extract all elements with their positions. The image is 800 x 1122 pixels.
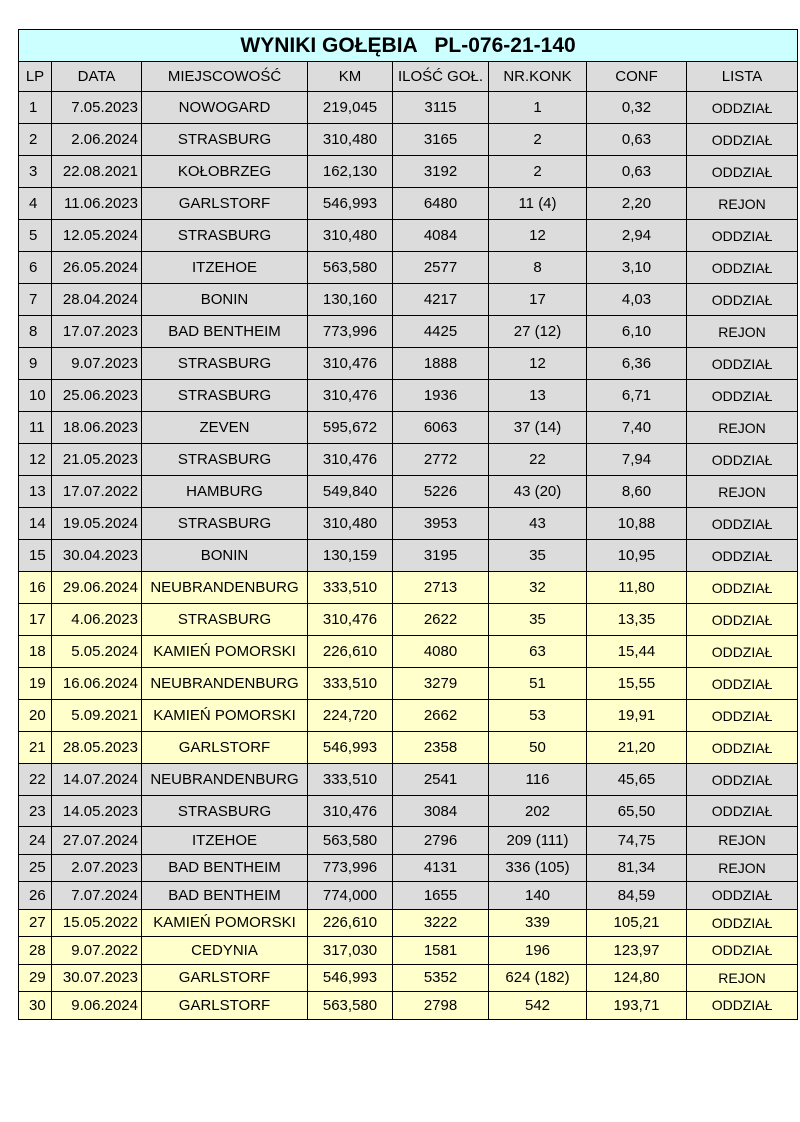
cell-coefficient: 8,60: [587, 476, 687, 508]
table-row: [19, 827, 798, 855]
table-row: [19, 508, 798, 540]
cell-lp: 26: [19, 882, 52, 910]
cell-lp: 8: [19, 316, 52, 348]
cell-date: 14.07.2024: [52, 764, 142, 796]
cell-position: 339: [489, 909, 587, 937]
cell-date: 12.05.2024: [52, 220, 142, 252]
cell-km: 773,996: [308, 854, 393, 882]
cell-km: 563,580: [308, 827, 393, 855]
cell-position: 336 (105): [489, 854, 587, 882]
cell-km: 333,510: [308, 764, 393, 796]
cell-position: 116: [489, 764, 587, 796]
cell-birds-count: 3279: [393, 668, 489, 700]
cell-location: NEUBRANDENBURG: [142, 572, 308, 604]
cell-coefficient: 65,50: [587, 796, 687, 827]
cell-location: NEUBRANDENBURG: [142, 668, 308, 700]
cell-birds-count: 5226: [393, 476, 489, 508]
cell-list: ODDZIAŁ: [687, 937, 798, 965]
cell-position: 2: [489, 124, 587, 156]
cell-position: 35: [489, 540, 587, 572]
cell-date: 11.06.2023: [52, 188, 142, 220]
cell-km: 333,510: [308, 668, 393, 700]
cell-coefficient: 2,94: [587, 220, 687, 252]
cell-km: 310,476: [308, 444, 393, 476]
cell-lp: 10: [19, 380, 52, 412]
cell-date: 26.05.2024: [52, 252, 142, 284]
cell-km: 774,000: [308, 882, 393, 910]
cell-birds-count: 2796: [393, 827, 489, 855]
cell-coefficient: 19,91: [587, 700, 687, 732]
cell-birds-count: 6063: [393, 412, 489, 444]
cell-lp: 17: [19, 604, 52, 636]
cell-location: BAD BENTHEIM: [142, 854, 308, 882]
cell-lp: 1: [19, 92, 52, 124]
cell-position: 624 (182): [489, 964, 587, 992]
cell-lp: 14: [19, 508, 52, 540]
cell-location: CEDYNIA: [142, 937, 308, 965]
cell-km: 226,610: [308, 636, 393, 668]
cell-position: 542: [489, 992, 587, 1020]
cell-coefficient: 74,75: [587, 827, 687, 855]
cell-birds-count: 6480: [393, 188, 489, 220]
cell-birds-count: 2358: [393, 732, 489, 764]
cell-list: ODDZIAŁ: [687, 636, 798, 668]
cell-birds-count: 4425: [393, 316, 489, 348]
column-header-ilosc: ILOŚĆ GOŁ.: [393, 62, 489, 92]
cell-lp: 9: [19, 348, 52, 380]
cell-location: STRASBURG: [142, 444, 308, 476]
table-row: [19, 796, 798, 827]
cell-coefficient: 4,03: [587, 284, 687, 316]
cell-lp: 25: [19, 854, 52, 882]
cell-lp: 24: [19, 827, 52, 855]
cell-km: 310,476: [308, 348, 393, 380]
cell-lp: 4: [19, 188, 52, 220]
cell-location: BONIN: [142, 284, 308, 316]
cell-km: 549,840: [308, 476, 393, 508]
cell-km: 130,159: [308, 540, 393, 572]
cell-km: 563,580: [308, 992, 393, 1020]
cell-birds-count: 3195: [393, 540, 489, 572]
cell-list: ODDZIAŁ: [687, 252, 798, 284]
cell-lp: 19: [19, 668, 52, 700]
cell-birds-count: 4131: [393, 854, 489, 882]
cell-birds-count: 1888: [393, 348, 489, 380]
cell-birds-count: 3222: [393, 909, 489, 937]
table-row: [19, 668, 798, 700]
cell-position: 1: [489, 92, 587, 124]
cell-birds-count: 3192: [393, 156, 489, 188]
cell-date: 30.04.2023: [52, 540, 142, 572]
cell-location: STRASBURG: [142, 604, 308, 636]
cell-km: 563,580: [308, 252, 393, 284]
cell-coefficient: 13,35: [587, 604, 687, 636]
cell-location: GARLSTORF: [142, 964, 308, 992]
cell-lp: 28: [19, 937, 52, 965]
cell-birds-count: 4217: [393, 284, 489, 316]
table-row: [19, 188, 798, 220]
cell-km: 546,993: [308, 964, 393, 992]
cell-coefficient: 124,80: [587, 964, 687, 992]
cell-coefficient: 123,97: [587, 937, 687, 965]
cell-date: 25.06.2023: [52, 380, 142, 412]
cell-km: 219,045: [308, 92, 393, 124]
cell-lp: 15: [19, 540, 52, 572]
table-row: [19, 220, 798, 252]
cell-km: 310,476: [308, 380, 393, 412]
cell-list: ODDZIAŁ: [687, 909, 798, 937]
cell-location: HAMBURG: [142, 476, 308, 508]
cell-date: 18.06.2023: [52, 412, 142, 444]
cell-list: ODDZIAŁ: [687, 796, 798, 827]
column-header-lp: LP: [19, 62, 52, 92]
cell-birds-count: 3115: [393, 92, 489, 124]
cell-list: ODDZIAŁ: [687, 508, 798, 540]
cell-list: ODDZIAŁ: [687, 882, 798, 910]
cell-list: ODDZIAŁ: [687, 992, 798, 1020]
cell-lp: 18: [19, 636, 52, 668]
cell-lp: 30: [19, 992, 52, 1020]
column-header-miejscowosc: MIEJSCOWOŚĆ: [142, 62, 308, 92]
table-row: [19, 882, 798, 910]
cell-list: ODDZIAŁ: [687, 540, 798, 572]
cell-list: REJON: [687, 827, 798, 855]
cell-position: 50: [489, 732, 587, 764]
cell-list: ODDZIAŁ: [687, 124, 798, 156]
cell-position: 51: [489, 668, 587, 700]
cell-position: 13: [489, 380, 587, 412]
cell-birds-count: 3165: [393, 124, 489, 156]
cell-list: ODDZIAŁ: [687, 604, 798, 636]
cell-list: REJON: [687, 412, 798, 444]
cell-km: 310,480: [308, 220, 393, 252]
table-row: [19, 732, 798, 764]
cell-list: REJON: [687, 476, 798, 508]
cell-list: REJON: [687, 854, 798, 882]
cell-lp: 12: [19, 444, 52, 476]
table-title: WYNIKI GOŁĘBIA PL-076-21-140: [19, 30, 798, 62]
cell-location: BAD BENTHEIM: [142, 316, 308, 348]
cell-date: 27.07.2024: [52, 827, 142, 855]
cell-birds-count: 2772: [393, 444, 489, 476]
cell-km: 310,476: [308, 796, 393, 827]
cell-km: 333,510: [308, 572, 393, 604]
cell-location: GARLSTORF: [142, 992, 308, 1020]
cell-lp: 2: [19, 124, 52, 156]
cell-coefficient: 15,44: [587, 636, 687, 668]
cell-list: ODDZIAŁ: [687, 668, 798, 700]
cell-date: 21.05.2023: [52, 444, 142, 476]
cell-location: KAMIEŃ POMORSKI: [142, 700, 308, 732]
cell-location: STRASBURG: [142, 796, 308, 827]
cell-coefficient: 6,36: [587, 348, 687, 380]
cell-birds-count: 5352: [393, 964, 489, 992]
cell-coefficient: 0,32: [587, 92, 687, 124]
cell-position: 43 (20): [489, 476, 587, 508]
column-header-nr-konk: NR.KONK: [489, 62, 587, 92]
cell-km: 310,476: [308, 604, 393, 636]
cell-date: 14.05.2023: [52, 796, 142, 827]
cell-coefficient: 15,55: [587, 668, 687, 700]
cell-location: NOWOGARD: [142, 92, 308, 124]
cell-km: 773,996: [308, 316, 393, 348]
results-table: [18, 29, 798, 1020]
table-row: [19, 380, 798, 412]
cell-birds-count: 1936: [393, 380, 489, 412]
cell-birds-count: 1581: [393, 937, 489, 965]
cell-km: 546,993: [308, 732, 393, 764]
cell-position: 12: [489, 220, 587, 252]
cell-position: 12: [489, 348, 587, 380]
column-header-lista: LISTA: [687, 62, 798, 92]
table-row: [19, 700, 798, 732]
cell-location: GARLSTORF: [142, 188, 308, 220]
cell-list: ODDZIAŁ: [687, 220, 798, 252]
cell-coefficient: 2,20: [587, 188, 687, 220]
table-row: [19, 992, 798, 1020]
cell-lp: 6: [19, 252, 52, 284]
table-row: [19, 316, 798, 348]
cell-location: ITZEHOE: [142, 827, 308, 855]
cell-coefficient: 0,63: [587, 156, 687, 188]
cell-date: 9.07.2022: [52, 937, 142, 965]
cell-location: STRASBURG: [142, 508, 308, 540]
cell-lp: 29: [19, 964, 52, 992]
cell-lp: 11: [19, 412, 52, 444]
cell-position: 196: [489, 937, 587, 965]
cell-position: 2: [489, 156, 587, 188]
cell-coefficient: 81,34: [587, 854, 687, 882]
cell-km: 224,720: [308, 700, 393, 732]
cell-coefficient: 6,10: [587, 316, 687, 348]
table-row: [19, 909, 798, 937]
cell-position: 63: [489, 636, 587, 668]
cell-date: 28.04.2024: [52, 284, 142, 316]
cell-position: 35: [489, 604, 587, 636]
cell-birds-count: 1655: [393, 882, 489, 910]
cell-date: 30.07.2023: [52, 964, 142, 992]
cell-list: REJON: [687, 964, 798, 992]
cell-location: STRASBURG: [142, 124, 308, 156]
table-row: [19, 572, 798, 604]
cell-coefficient: 11,80: [587, 572, 687, 604]
cell-list: REJON: [687, 188, 798, 220]
cell-coefficient: 7,94: [587, 444, 687, 476]
cell-lp: 27: [19, 909, 52, 937]
cell-coefficient: 21,20: [587, 732, 687, 764]
cell-date: 16.06.2024: [52, 668, 142, 700]
cell-lp: 16: [19, 572, 52, 604]
cell-position: 22: [489, 444, 587, 476]
cell-lp: 13: [19, 476, 52, 508]
cell-location: STRASBURG: [142, 380, 308, 412]
cell-lp: 23: [19, 796, 52, 827]
cell-list: ODDZIAŁ: [687, 700, 798, 732]
cell-date: 22.08.2021: [52, 156, 142, 188]
cell-location: BONIN: [142, 540, 308, 572]
cell-date: 9.06.2024: [52, 992, 142, 1020]
cell-date: 28.05.2023: [52, 732, 142, 764]
cell-birds-count: 3953: [393, 508, 489, 540]
cell-birds-count: 2798: [393, 992, 489, 1020]
cell-position: 8: [489, 252, 587, 284]
table-row: [19, 937, 798, 965]
cell-list: ODDZIAŁ: [687, 92, 798, 124]
cell-coefficient: 45,65: [587, 764, 687, 796]
cell-km: 546,993: [308, 188, 393, 220]
cell-date: 2.06.2024: [52, 124, 142, 156]
cell-lp: 7: [19, 284, 52, 316]
table-row: [19, 252, 798, 284]
cell-list: ODDZIAŁ: [687, 732, 798, 764]
table-row: [19, 412, 798, 444]
table-row: [19, 348, 798, 380]
cell-birds-count: 2713: [393, 572, 489, 604]
cell-position: 140: [489, 882, 587, 910]
cell-birds-count: 2662: [393, 700, 489, 732]
table-row: [19, 284, 798, 316]
table-row: [19, 92, 798, 124]
cell-list: ODDZIAŁ: [687, 764, 798, 796]
cell-coefficient: 10,88: [587, 508, 687, 540]
cell-lp: 20: [19, 700, 52, 732]
cell-list: ODDZIAŁ: [687, 380, 798, 412]
cell-coefficient: 6,71: [587, 380, 687, 412]
cell-coefficient: 0,63: [587, 124, 687, 156]
cell-location: BAD BENTHEIM: [142, 882, 308, 910]
cell-location: STRASBURG: [142, 348, 308, 380]
table-row: [19, 964, 798, 992]
cell-coefficient: 105,21: [587, 909, 687, 937]
cell-date: 9.07.2023: [52, 348, 142, 380]
column-header-conf: CONF: [587, 62, 687, 92]
cell-date: 19.05.2024: [52, 508, 142, 540]
cell-date: 5.09.2021: [52, 700, 142, 732]
cell-date: 7.05.2023: [52, 92, 142, 124]
cell-date: 17.07.2023: [52, 316, 142, 348]
cell-km: 310,480: [308, 124, 393, 156]
cell-position: 202: [489, 796, 587, 827]
cell-lp: 3: [19, 156, 52, 188]
cell-position: 43: [489, 508, 587, 540]
cell-list: REJON: [687, 316, 798, 348]
cell-km: 317,030: [308, 937, 393, 965]
cell-lp: 5: [19, 220, 52, 252]
cell-list: ODDZIAŁ: [687, 348, 798, 380]
cell-position: 53: [489, 700, 587, 732]
cell-location: GARLSTORF: [142, 732, 308, 764]
cell-position: 37 (14): [489, 412, 587, 444]
cell-location: KAMIEŃ POMORSKI: [142, 909, 308, 937]
cell-list: ODDZIAŁ: [687, 572, 798, 604]
cell-location: NEUBRANDENBURG: [142, 764, 308, 796]
cell-date: 4.06.2023: [52, 604, 142, 636]
cell-coefficient: 193,71: [587, 992, 687, 1020]
cell-date: 2.07.2023: [52, 854, 142, 882]
table-row: [19, 604, 798, 636]
table-row: [19, 764, 798, 796]
table-row: [19, 124, 798, 156]
cell-birds-count: 4080: [393, 636, 489, 668]
cell-coefficient: 10,95: [587, 540, 687, 572]
cell-list: ODDZIAŁ: [687, 284, 798, 316]
table-row: [19, 540, 798, 572]
cell-date: 5.05.2024: [52, 636, 142, 668]
cell-date: 15.05.2022: [52, 909, 142, 937]
cell-location: STRASBURG: [142, 220, 308, 252]
cell-km: 310,480: [308, 508, 393, 540]
cell-position: 17: [489, 284, 587, 316]
cell-birds-count: 4084: [393, 220, 489, 252]
cell-position: 11 (4): [489, 188, 587, 220]
cell-birds-count: 2622: [393, 604, 489, 636]
cell-location: KOŁOBRZEG: [142, 156, 308, 188]
column-header-km: KM: [308, 62, 393, 92]
cell-km: 130,160: [308, 284, 393, 316]
cell-position: 209 (111): [489, 827, 587, 855]
cell-location: KAMIEŃ POMORSKI: [142, 636, 308, 668]
cell-birds-count: 3084: [393, 796, 489, 827]
table-body: [19, 92, 798, 1020]
cell-km: 595,672: [308, 412, 393, 444]
cell-km: 162,130: [308, 156, 393, 188]
column-header-data: DATA: [52, 62, 142, 92]
cell-location: ZEVEN: [142, 412, 308, 444]
cell-location: ITZEHOE: [142, 252, 308, 284]
cell-lp: 21: [19, 732, 52, 764]
table-row: [19, 476, 798, 508]
cell-date: 29.06.2024: [52, 572, 142, 604]
cell-coefficient: 3,10: [587, 252, 687, 284]
cell-list: ODDZIAŁ: [687, 444, 798, 476]
cell-date: 7.07.2024: [52, 882, 142, 910]
table-row: [19, 854, 798, 882]
cell-position: 27 (12): [489, 316, 587, 348]
cell-position: 32: [489, 572, 587, 604]
cell-date: 17.07.2022: [52, 476, 142, 508]
cell-birds-count: 2541: [393, 764, 489, 796]
table-row: [19, 156, 798, 188]
table-row: [19, 444, 798, 476]
cell-lp: 22: [19, 764, 52, 796]
table-row: [19, 636, 798, 668]
cell-coefficient: 7,40: [587, 412, 687, 444]
cell-list: ODDZIAŁ: [687, 156, 798, 188]
cell-birds-count: 2577: [393, 252, 489, 284]
cell-coefficient: 84,59: [587, 882, 687, 910]
cell-km: 226,610: [308, 909, 393, 937]
